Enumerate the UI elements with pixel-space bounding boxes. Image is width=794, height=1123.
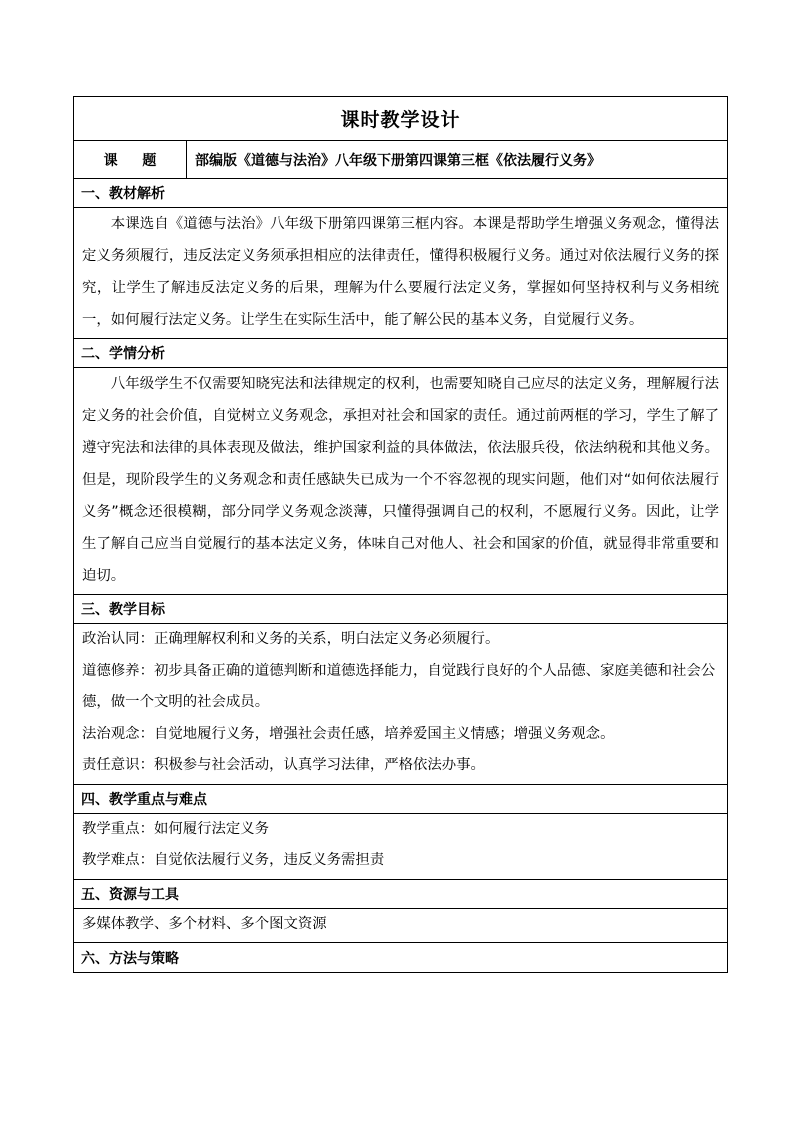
topic-value: 部编版《道德与法治》八年级下册第四课第三框《依法履行义务》 — [195, 152, 601, 169]
resources-line: 多媒体教学、多个材料、多个图文资源 — [82, 915, 327, 932]
section-heading-textbook-analysis: 一、教材解析 — [74, 179, 727, 208]
key-point: 教学重点：如何履行法定义务 — [82, 820, 270, 837]
section-body-key-points — [74, 814, 727, 880]
topic-label: 课 题 — [74, 141, 187, 178]
goal-responsibility: 责任意识：积极参与社会活动，认真学习法律，严格依法办事。 — [82, 757, 485, 773]
goal-moral-cultivation: 道德修养：初步具备正确的道德判断和道德选择能力，自觉践行良好的个人品德、家庭美德和社会公德，做一个文明的社会成员。 — [82, 662, 716, 710]
goal-political-identity: 政治认同：正确理解权利和义务的关系，明白法定义务必须履行。 — [82, 631, 500, 647]
document-title: 课时教学设计 — [74, 97, 727, 141]
section-heading-teaching-goals: 三、教学目标 — [74, 595, 727, 624]
topic-row — [74, 141, 727, 179]
difficult-point: 教学难点：自觉依法履行义务，违反义务需担责 — [82, 852, 385, 868]
section-body-textbook-analysis — [74, 208, 727, 339]
lesson-design-table — [73, 96, 728, 973]
section-heading-resources: 五、资源与工具 — [74, 880, 727, 909]
textbook-analysis-paragraph: 本课选自《道德与法治》八年级下册第四课第三框内容。本课是帮助学生增强义务观念，懂得法定义务须履行，违反法定义务须承担相应的法律责任，懂得积极履行义务。通过对依法履行义务的探究，让学生了解违反法定义务的后果，理解为什么要履行法定义务，掌握如何坚持权利与义务相统一，如何履行法定义务。让学生在实际生活中，能了解公民的基本义务，自觉履行义务。 — [82, 216, 719, 328]
section-heading-student-analysis: 二、学情分析 — [74, 339, 727, 368]
section-body-student-analysis — [74, 368, 727, 595]
section-body-teaching-goals — [74, 624, 727, 785]
section-heading-key-points: 四、教学重点与难点 — [74, 785, 727, 814]
section-heading-methods: 六、方法与策略 — [81, 950, 179, 967]
section-body-resources — [74, 909, 727, 944]
student-analysis-paragraph: 八年级学生不仅需要知晓宪法和法律规定的权利，也需要知晓自己应尽的法定义务，理解履行法定义务的社会价值，自觉树立义务观念，承担对社会和国家的责任。通过前两框的学习，学生了解了遵守宪法和法律的具体表现及做法，维护国家利益的具体做法，依法服兵役，依法纳税和其他义务。但是，现阶段学生的义务观念和责任感缺失已成为一个不容忽视的现实问题，他们对“如何依法履行义务”概念还很模糊，部分同学义务观念淡薄，只懂得强调自己的权利，不愿履行义务。因此，让学生了解自己应当自觉履行的基本法定义务，体味自己对他人、社会和国家的价值，就显得非常重要和迫切。 — [82, 376, 719, 584]
goal-rule-of-law: 法治观念：自觉地履行义务，增强社会责任感，培养爱国主义情感；增强义务观念。 — [82, 725, 615, 742]
